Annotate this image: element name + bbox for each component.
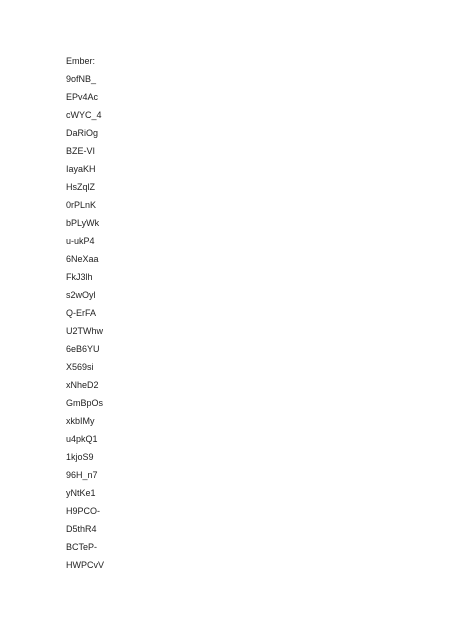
document-text-list xyxy=(66,55,104,577)
text-line: U2TWhw xyxy=(66,326,104,336)
text-line: EPv4Ac xyxy=(66,92,99,102)
text-line: 6NeXaa xyxy=(66,254,99,264)
text-line: 1kjoS9 xyxy=(66,452,94,462)
text-line: u4pkQ1 xyxy=(66,434,98,444)
text-line: FkJ3lh xyxy=(66,272,93,282)
text-line: D5thR4 xyxy=(66,524,97,534)
text-line: 0rPLnK xyxy=(66,200,97,210)
text-line: 6eB6YU xyxy=(66,344,100,354)
text-line: xNheD2 xyxy=(66,380,99,390)
text-line: cWYC_4 xyxy=(66,110,102,120)
text-line: GmBpOs xyxy=(66,398,104,408)
text-line: u-ukP4 xyxy=(66,236,95,246)
text-line: HsZqlZ xyxy=(66,182,95,192)
text-line: 96H_n7 xyxy=(66,470,98,480)
text-line: s2wOyl xyxy=(66,290,96,300)
text-line: H9PCO- xyxy=(66,506,101,516)
text-line: DaRiOg xyxy=(66,128,99,138)
text-line: HWPCvV xyxy=(66,560,104,570)
document-heading: Ember: xyxy=(66,56,96,66)
text-line: Q-ErFA xyxy=(66,308,97,318)
text-line: BCTeP- xyxy=(66,542,98,552)
text-line: X569si xyxy=(66,362,94,372)
text-line: xkbIMy xyxy=(66,416,95,426)
text-line: IayaKH xyxy=(66,164,96,174)
text-line: bPLyWk xyxy=(66,218,100,228)
text-line: yNtKe1 xyxy=(66,488,96,498)
text-line: 9ofNB_ xyxy=(66,74,97,84)
text-line: BZE-VI xyxy=(66,146,96,156)
